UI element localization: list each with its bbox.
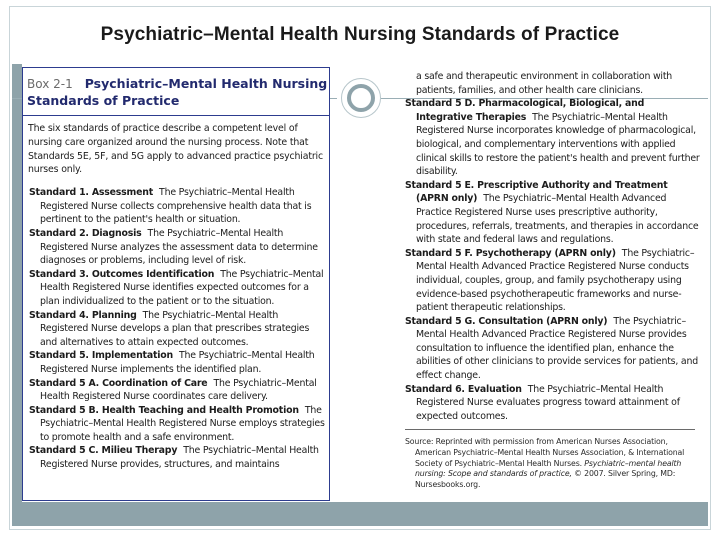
standard-text: The Psychiatric–Mental Health Registered Nurse collects comprehensive health data that is pertinent to the patient's health or situation. bbox=[40, 187, 312, 226]
standard-heading: Standard 5 F. Psychotherapy (APRN only) bbox=[405, 247, 616, 259]
standard-5b bbox=[23, 404, 329, 445]
standard-heading: Standard 5. Implementation bbox=[29, 350, 173, 362]
standard-text: The Psychiatric–Mental Health Registered Nurse analyzes the assessment data to determine diagnoses or problems, including level of risk. bbox=[40, 227, 318, 267]
standard-text: The Psychiatric–Mental Health Advanced Practice Registered Nurse provides consultation to influence the identified plan, enhance the abilities of other clinicians to provide services for patients, and effect change. bbox=[416, 315, 698, 382]
standard-heading: Standard 2. Diagnosis bbox=[29, 227, 142, 239]
standard-5c bbox=[23, 444, 329, 471]
standard-5f bbox=[405, 247, 703, 315]
standard-1 bbox=[23, 186, 329, 227]
standard-text: The Psychiatric–Mental Health Registered Nurse incorporates knowledge of pharmacological, biological, and complementary interventions with applied clinical skills to restore the patient's health and prevent further disability. bbox=[416, 111, 700, 178]
source-citation bbox=[405, 430, 703, 490]
box-intro: The six standards of practice describe a competent level of nursing care organized around the nursing process. Note that Standards 5E, 5F, and 5G apply to advanced practice psychiatric nurses only. bbox=[28, 123, 324, 176]
box-header bbox=[23, 68, 329, 116]
standard-heading: Standard 5 C. Milieu Therapy bbox=[29, 445, 178, 457]
box-title-line2: Standards of Practice bbox=[27, 93, 180, 108]
ring-icon bbox=[341, 78, 381, 118]
box-label: Box 2-1 bbox=[27, 77, 73, 91]
standard-heading: Standard 5 E. Prescriptive Authority and Treatment (APRN only) bbox=[405, 179, 668, 205]
box-title-line1: Psychiatric–Mental Health Nursing bbox=[84, 76, 328, 91]
standard-text: The Psychiatric–Mental Health Registered Nurse evaluates progress toward attainment of expected outcomes. bbox=[416, 383, 680, 422]
standard-5e bbox=[405, 179, 703, 247]
standard-heading: Standard 1. Assessment bbox=[29, 187, 154, 199]
standard-heading: Standard 4. Planning bbox=[29, 309, 137, 321]
source-prefix: Source: Reprinted with permission from American Nurses Association, American Psychiatric–Mental Health Nurses Association, & International Society of Psychiatric–Mental Health Nurses. bbox=[405, 437, 685, 468]
standard-text: The Psychiatric–Mental Health Advanced Practice Registered Nurse uses prescriptive authority, procedures, referrals, treatments, and therapies in accordance with state and federal laws and regulations. bbox=[416, 193, 699, 246]
standard-heading: Standard 6. Evaluation bbox=[405, 383, 522, 395]
standard-text: The Psychiatric–Mental Health Registered Nurse develops a plan that prescribes strategies and alternatives to attain expected outcomes. bbox=[40, 309, 310, 348]
standard-text: The Psychiatric–Mental Health Registered Nurse employs strategies to promote health and a safe environment. bbox=[40, 404, 325, 443]
standard-heading: Standard 5 B. Health Teaching and Health Promotion bbox=[29, 404, 299, 416]
footer-bar bbox=[12, 502, 708, 526]
standard-text: The Psychiatric–Mental Health Registered Nurse coordinates care delivery. bbox=[40, 377, 317, 403]
standard-5 bbox=[23, 349, 329, 376]
standard-4 bbox=[23, 309, 329, 350]
standard-heading: Standard 5 A. Coordination of Care bbox=[29, 377, 208, 389]
standards-list-left bbox=[23, 186, 329, 471]
standard-text: The Psychiatric–Mental Health Registered Nurse implements the identified plan. bbox=[40, 350, 315, 375]
standard-heading: Standard 5 G. Consultation (APRN only) bbox=[405, 315, 608, 327]
standard-text: The Psychiatric–Mental Health Registered Nurse provides, structures, and maintains bbox=[40, 445, 319, 471]
box-continuation-column bbox=[405, 70, 703, 500]
left-accent-strip bbox=[12, 64, 22, 526]
standard-3 bbox=[23, 268, 329, 309]
slide-title: Psychiatric–Mental Health Nursing Standards of Practice bbox=[100, 24, 620, 45]
standard-5a bbox=[23, 377, 329, 404]
standard-text: The Psychiatric–Mental Health Registered Nurse identifies expected outcomes for a plan individualized to the patient or to the situation. bbox=[40, 268, 324, 307]
standard-5g bbox=[405, 315, 703, 383]
standard-text: The Psychiatric–Mental Health Advanced Practice Registered Nurse conducts individual, couples, group, and family psychotherapy using evidence-based psychotherapeutic frameworks and nurse-patient therapeutic relationships. bbox=[416, 247, 695, 314]
standard-heading: Standard 3. Outcomes Identification bbox=[29, 268, 215, 280]
source-suffix: © 2007. Silver Spring, MD: Nursesbooks.org. bbox=[415, 469, 676, 489]
standard-5d bbox=[405, 97, 703, 179]
box-2-1 bbox=[22, 67, 330, 501]
standard-5c-continuation: a safe and therapeutic environment in collaboration with patients, families, and other health care clinicians. bbox=[416, 71, 673, 96]
standard-6 bbox=[405, 383, 703, 424]
standard-heading: Standard 5 D. Pharmacological, Biological, and Integrative Therapies bbox=[405, 98, 645, 123]
standard-2 bbox=[23, 227, 329, 268]
source-title: Psychiatric–mental health nursing: Scope and standards of practice, bbox=[415, 458, 682, 479]
